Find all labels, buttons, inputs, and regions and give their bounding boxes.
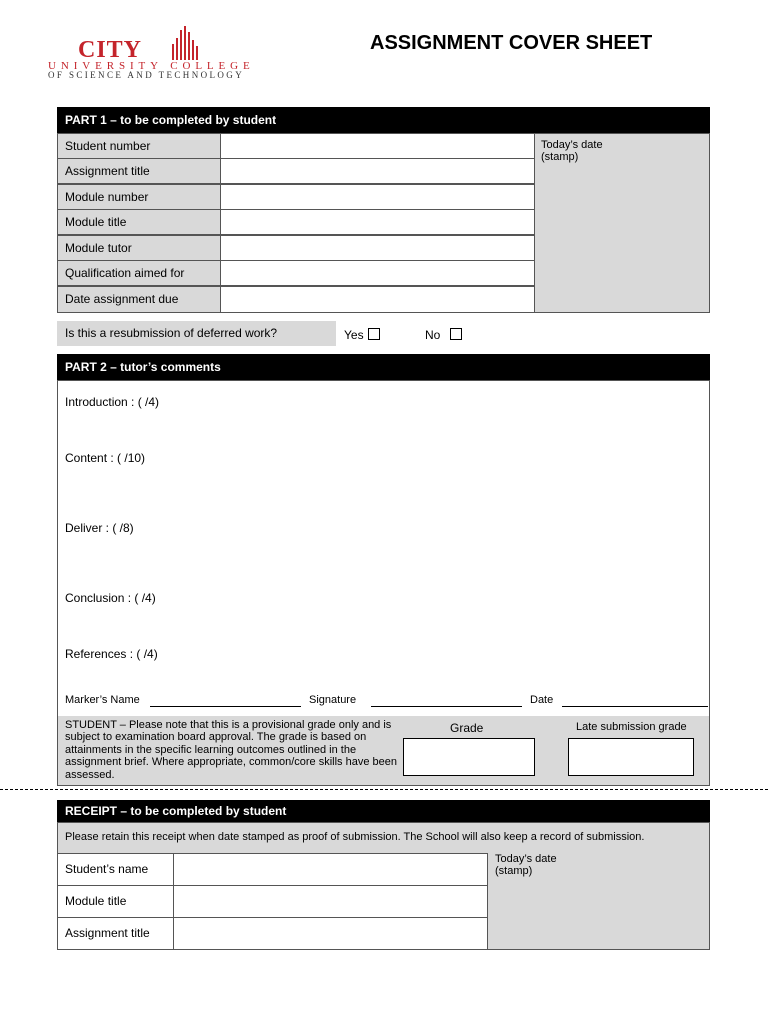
stamp-sublabel: (stamp)	[541, 151, 579, 163]
criterion-content: Content : ( /10)	[65, 451, 146, 465]
student-provisional-note: STUDENT – Please note that this is a provisional grade only and is subject to examination board approval. The grade is based on attainments in the specific learning outcomes outlined in the assignment brief. Where appropriate, common/core skills have been assessed.	[65, 719, 397, 781]
receipt-stamp-sublabel: (stamp)	[495, 865, 533, 877]
yes-label: Yes	[344, 328, 364, 342]
part1-header: PART 1 – to be completed by student	[57, 107, 710, 133]
field-date-due[interactable]	[220, 286, 535, 313]
label-module-tutor: Module tutor	[57, 235, 221, 261]
logo-wordmark: CITY	[78, 37, 143, 63]
criterion-references: References : ( /4)	[65, 647, 158, 661]
label-qualification: Qualification aimed for	[57, 260, 221, 286]
signature-line[interactable]	[371, 706, 522, 707]
criterion-conclusion: Conclusion : ( /4)	[65, 591, 156, 605]
label-date-due: Date assignment due	[57, 286, 221, 313]
no-checkbox[interactable]	[450, 328, 462, 340]
label-module-title: Module title	[57, 209, 221, 235]
receipt-label-student-name: Student’s name	[57, 853, 174, 886]
receipt-field-assignment-title[interactable]	[173, 917, 488, 950]
resubmission-question: Is this a resubmission of deferred work?	[57, 321, 336, 346]
field-module-number[interactable]	[220, 184, 535, 210]
criterion-introduction: Introduction : ( /4)	[65, 395, 160, 409]
criterion-deliver: Deliver : ( /8)	[65, 521, 134, 535]
field-module-tutor[interactable]	[220, 235, 535, 261]
grade-box[interactable]	[403, 738, 535, 776]
receipt-field-module-title[interactable]	[173, 885, 488, 918]
date-label: Date	[530, 694, 554, 706]
resubmission-yes[interactable]	[344, 328, 380, 342]
receipt-label-assignment-title: Assignment title	[57, 917, 174, 950]
date-line[interactable]	[562, 706, 708, 707]
receipt-label-module-title: Module title	[57, 885, 174, 918]
late-grade-box[interactable]	[568, 738, 694, 776]
stamp-label: Today’s date	[541, 139, 603, 151]
markers-name-label: Marker’s Name	[65, 694, 140, 706]
label-assignment-title: Assignment title	[57, 158, 221, 184]
field-qualification[interactable]	[220, 260, 535, 286]
page-title: ASSIGNMENT COVER SHEET	[370, 32, 653, 54]
markers-name-line[interactable]	[150, 706, 301, 707]
receipt-note: Please retain this receipt when date stamped as proof of submission. The School will also keep a record of submission.	[65, 831, 645, 843]
field-assignment-title[interactable]	[220, 158, 535, 184]
field-module-title[interactable]	[220, 209, 535, 235]
field-student-number[interactable]	[220, 133, 535, 159]
yes-checkbox[interactable]	[368, 328, 380, 340]
no-label: No	[425, 328, 441, 342]
receipt-header: RECEIPT – to be completed by student	[57, 800, 710, 823]
receipt-field-student-name[interactable]	[173, 853, 488, 886]
tear-off-line	[0, 789, 768, 790]
logo-line-science: OF SCIENCE AND TECHNOLOGY	[48, 70, 245, 80]
receipt-date-stamp-area	[495, 853, 557, 877]
grade-label: Grade	[450, 721, 484, 735]
logo-building-icon	[172, 26, 198, 60]
date-stamp-area	[534, 133, 710, 313]
late-grade-label: Late submission grade	[576, 721, 687, 733]
signature-label: Signature	[309, 694, 357, 706]
logo-line-university: UNIVERSITY COLLEGE	[48, 60, 255, 72]
label-student-number: Student number	[57, 133, 221, 159]
resubmission-no[interactable]	[425, 328, 462, 342]
receipt-stamp-label: Today’s date	[495, 853, 557, 865]
label-module-number: Module number	[57, 184, 221, 210]
part2-header: PART 2 – tutor’s comments	[57, 354, 710, 381]
